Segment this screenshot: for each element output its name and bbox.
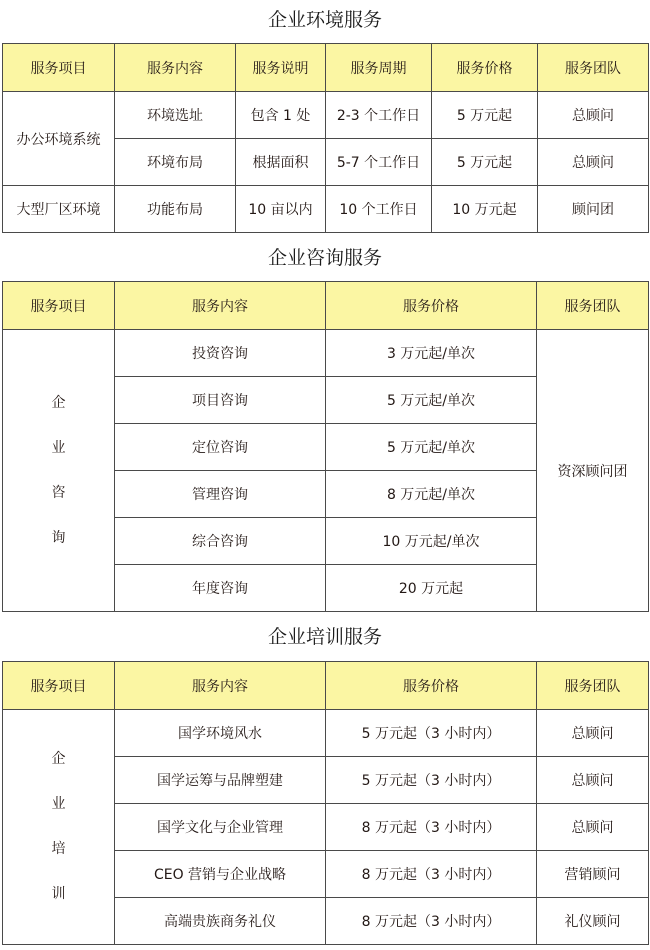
team-cell: 总顾问	[538, 139, 649, 186]
content-cell: 年度咨询	[115, 565, 326, 612]
header-cell: 服务说明	[236, 44, 326, 92]
price-cell: 8 万元起/单次	[326, 471, 537, 518]
content-cell: 环境布局	[115, 139, 236, 186]
team-cell: 资深顾问团	[537, 330, 649, 612]
content-cell: 国学运筹与品牌塑建	[115, 757, 326, 804]
price-cell: 5 万元起	[432, 139, 538, 186]
project-cell: 大型厂区环境	[3, 186, 115, 233]
project-vertical-cell	[3, 710, 115, 945]
header-cell: 服务项目	[3, 44, 115, 92]
price-cell: 8 万元起（3 小时内）	[326, 851, 537, 898]
price-cell: 5 万元起	[432, 92, 538, 139]
header-cell: 服务项目	[3, 662, 115, 710]
project-char: 培	[51, 841, 66, 857]
team-cell: 顾问团	[538, 186, 649, 233]
table-row	[3, 710, 649, 757]
header-cell: 服务内容	[115, 282, 326, 330]
training-table	[2, 661, 649, 945]
price-cell: 5 万元起（3 小时内）	[326, 710, 537, 757]
header-cell: 服务周期	[326, 44, 432, 92]
period-cell: 10 个工作日	[326, 186, 432, 233]
price-cell: 10 万元起/单次	[326, 518, 537, 565]
header-cell: 服务内容	[115, 44, 236, 92]
period-cell: 2-3 个工作日	[326, 92, 432, 139]
consult-title: 企业咨询服务	[267, 247, 382, 269]
env-title: 企业环境服务	[267, 9, 382, 31]
price-cell: 20 万元起	[326, 565, 537, 612]
price-cell: 5 万元起/单次	[326, 424, 537, 471]
content-cell: 定位咨询	[115, 424, 326, 471]
project-char: 企	[51, 394, 66, 411]
header-cell: 服务价格	[326, 662, 537, 710]
header-cell: 服务内容	[115, 662, 326, 710]
project-vertical-cell	[3, 330, 115, 612]
table-row	[3, 330, 649, 377]
price-cell: 5 万元起/单次	[326, 377, 537, 424]
price-cell: 3 万元起/单次	[326, 330, 537, 377]
period-cell: 5-7 个工作日	[326, 139, 432, 186]
price-cell: 8 万元起（3 小时内）	[326, 898, 537, 945]
table-row	[3, 92, 649, 139]
consult-header-row	[3, 282, 649, 330]
header-cell: 服务团队	[538, 44, 649, 92]
content-cell: 环境选址	[115, 92, 236, 139]
content-cell: 高端贵族商务礼仪	[115, 898, 326, 945]
price-cell: 8 万元起（3 小时内）	[326, 804, 537, 851]
env-table	[2, 43, 649, 233]
project-cell: 办公环境系统	[3, 92, 115, 186]
team-cell: 总顾问	[537, 710, 649, 757]
team-cell: 总顾问	[537, 757, 649, 804]
project-char: 咨	[51, 484, 66, 501]
content-cell: 国学环境风水	[115, 710, 326, 757]
content-cell: 项目咨询	[115, 377, 326, 424]
header-cell: 服务团队	[537, 662, 649, 710]
header-cell: 服务价格	[326, 282, 537, 330]
consult-table	[2, 281, 649, 612]
team-cell: 礼仪顾问	[537, 898, 649, 945]
content-cell: 功能布局	[115, 186, 236, 233]
project-char: 训	[51, 886, 66, 902]
content-cell: 国学文化与企业管理	[115, 804, 326, 851]
training-header-row	[3, 662, 649, 710]
header-cell: 服务项目	[3, 282, 115, 330]
content-cell: 综合咨询	[115, 518, 326, 565]
project-char: 业	[51, 796, 66, 812]
note-cell: 10 亩以内	[236, 186, 326, 233]
content-cell: 投资咨询	[115, 330, 326, 377]
table-row	[3, 186, 649, 233]
team-cell: 营销顾问	[537, 851, 649, 898]
project-char: 询	[51, 529, 66, 546]
env-header-row	[3, 44, 649, 92]
header-cell: 服务价格	[432, 44, 538, 92]
content-cell: CEO 营销与企业战略	[115, 851, 326, 898]
header-cell: 服务团队	[537, 282, 649, 330]
team-cell: 总顾问	[537, 804, 649, 851]
content-cell: 管理咨询	[115, 471, 326, 518]
price-cell: 5 万元起（3 小时内）	[326, 757, 537, 804]
price-cell: 10 万元起	[432, 186, 538, 233]
project-char: 业	[51, 439, 66, 456]
training-title: 企业培训服务	[267, 626, 382, 648]
project-char: 企	[51, 751, 66, 767]
note-cell: 根据面积	[236, 139, 326, 186]
note-cell: 包含 1 处	[236, 92, 326, 139]
team-cell: 总顾问	[538, 92, 649, 139]
